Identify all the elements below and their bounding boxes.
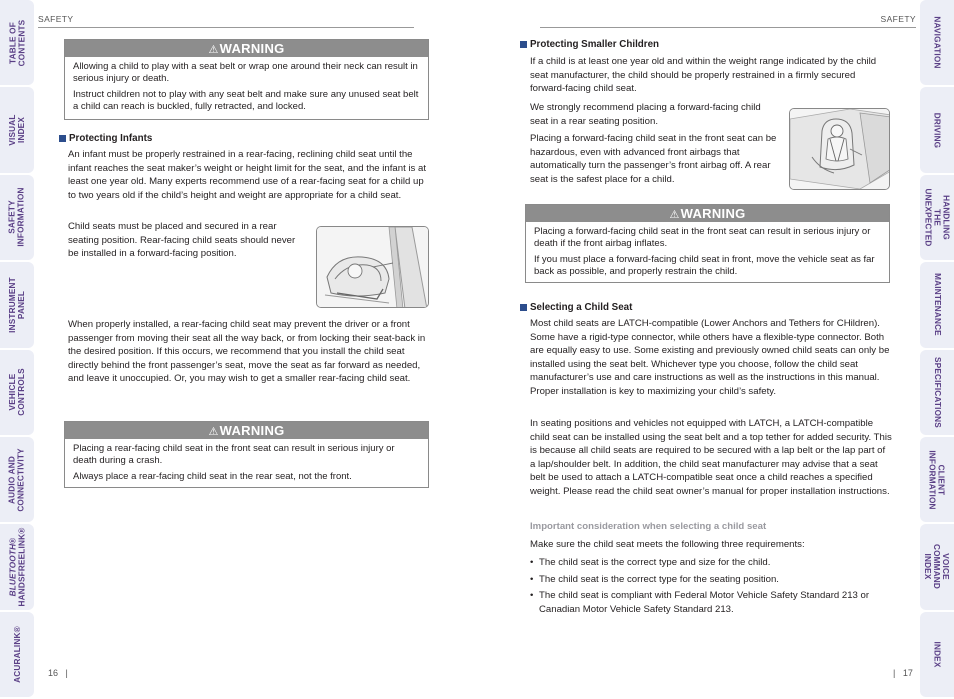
warning-label: WARNING [219,41,285,56]
tab-safety-information[interactable] [0,175,34,260]
page-number-left [48,668,68,678]
warning-body [65,439,428,487]
tab-voice-command-index[interactable] [920,524,954,609]
warning-triangle-icon: ⚠ [669,209,680,221]
rear-facing-child-seat-illustration [316,226,429,308]
page-number-separator: | [893,668,896,678]
paragraph-infants-2: Child seats must be placed and secured in a rear seating position. Rear-facing child seats should never be installed in a forward-facing position. [68,221,296,260]
tab-label: DRIVING [932,112,942,148]
tab-label: ACURALINK® [12,625,22,683]
left-section-tabs [0,0,34,699]
header-rule-left [38,27,414,28]
section-heading-text: Protecting Infants [69,133,153,144]
forward-facing-child-seat-illustration [789,108,890,190]
tab-maintenance[interactable] [920,262,954,347]
tab-label: INSTRUMENT PANEL [8,276,27,333]
tab-bluetooth-handsfreelink[interactable] [0,524,34,609]
tab-label: VOICE COMMAND INDEX [923,544,951,590]
subheading-important-consideration: Important consideration when selecting a child seat [530,521,767,532]
section-heading-protecting-smaller-children [520,39,659,50]
paragraph-smaller-1: If a child is at least one year old and within the weight range indicated by the child seat manufacturer, the child should be properly restrained in a firmly secured forward-facing child seat. [530,56,877,95]
paragraph-infants-1: An infant must be properly restrained in a rear-facing, reclining child seat until the infant reaches the seat maker’s weight or height limit for the seat, and the infant is at least one year old. Many experts recommend use of a rear-facing seat for a child up to two years old if the child’s height and weight are appropriate for a child seat. [68,149,427,201]
header-rule-right [540,27,916,28]
tab-driving[interactable] [920,87,954,172]
tab-label: INDEX [932,641,942,668]
tab-acuralink[interactable] [0,612,34,697]
running-header-right: SAFETY [880,14,916,24]
warning-label: WARNING [680,206,746,221]
warning-header [65,422,428,439]
page-number-separator: | [65,668,68,678]
warning-text: Instruct children not to play with any seat belt and make sure any unused seat belt a child can reach is buckled, fully retracted, and locked. [73,89,419,112]
page-number-right [893,668,913,678]
section-square-icon [520,304,527,311]
warning-box-rear-facing [64,421,429,488]
warning-text: If you must place a forward-facing child seat in front, move the vehicle seat as far back as possible, and properly restrain the child. [534,254,875,277]
list-item: • The child seat is the correct type for the seating position. [530,573,892,587]
tab-label: VEHICLE CONTROLS [8,368,27,416]
tab-label [8,527,26,606]
tab-label-rest: HANDSFREELINK® [17,527,27,607]
tab-specifications[interactable] [920,350,954,435]
warning-body [65,57,428,117]
tab-label-italic: BLUETOOTH [8,543,18,597]
section-heading-text: Protecting Smaller Children [530,39,660,50]
list-item: • The child seat is the correct type and size for the child. [530,556,892,570]
section-heading-text: Selecting a Child Seat [530,302,633,313]
warning-box-forward-facing [525,204,890,283]
warning-box-seat-belt [64,39,429,120]
warning-text: Placing a rear-facing child seat in the front seat can result in serious injury or death during a crash. [73,443,395,466]
rear-facing-seat-icon [317,227,429,308]
tab-visual-index[interactable] [0,87,34,172]
paragraph-selecting-2: In seating positions and vehicles not equipped with LATCH, a LATCH-compatible child seat can be installed using the seat belt and a top tether for added security. This is because all child seats are required to be secured with a lap belt or the lap part of a lap/shoulder belt. In addition, the child seat manufacturer may advise that a seat belt be used to attach a LATCH-compatible seat once a child reaches a specified weight. Please read the child seat owner’s manual for proper installation instructions. [530,418,892,497]
tab-audio-and-connectivity[interactable] [0,437,34,522]
tab-table-of-contents[interactable] [0,0,34,85]
warning-text: Always place a rear-facing child seat in the rear seat, not the front. [73,471,352,482]
section-square-icon [520,41,527,48]
tab-navigation[interactable] [920,0,954,85]
tab-label: MAINTENANCE [932,273,942,337]
tab-label: AUDIO AND CONNECTIVITY [8,447,27,512]
tab-label: VISUAL INDEX [8,114,26,146]
list-item: • The child seat is compliant with Federal Motor Vehicle Safety Standard 213 or Canadian Motor Vehicle Safety Standard 213. [530,589,892,616]
tab-label: TABLE OF CONTENTS [8,19,27,67]
section-heading-protecting-infants [59,133,152,144]
tab-label-sup: ® [8,537,18,544]
paragraph-selecting-1: Most child seats are LATCH-compatible (Lower Anchors and Tethers for CHildren). Some have a rigid-type connector, while others have a flexible-type connector. Both are equally easy to use. Some existing and previously owned child seats can only be installed using the seat belt. Whichever type you choose, follow the child seat manufacturer’s use and care instructions as well as the instructions in this manual. Proper installation is key to maximizing your child’s safety. [530,318,890,397]
tab-label: NAVIGATION [932,16,942,69]
requirements-list [530,556,892,619]
running-header-left: SAFETY [38,14,74,24]
paragraph-smaller-3: Placing a forward-facing child seat in the front seat can be hazardous, even with advanced front airbags that automatically turn the passenger’s front airbag off. A rear seat is the safest place for a child. [530,133,777,185]
tab-client-information[interactable] [920,437,954,522]
requirements-intro: Make sure the child seat meets the following three requirements: [530,539,805,550]
paragraph-smaller-2: We strongly recommend placing a forward-facing child seat in a rear seating position. [530,102,761,127]
warning-text: Placing a forward-facing child seat in the front seat can result in serious injury or death if the front airbag inflates. [534,226,871,249]
warning-text: Allowing a child to play with a seat belt or wrap one around their neck can result in serious injury or death. [73,61,418,84]
warning-triangle-icon: ⚠ [208,44,219,56]
tab-handling-the-unexpected[interactable] [920,175,954,260]
forward-facing-seat-icon [790,109,890,190]
warning-triangle-icon: ⚠ [208,426,219,438]
tab-instrument-panel[interactable] [0,262,34,347]
section-heading-selecting-child-seat [520,302,632,313]
page-number: 17 [902,668,913,678]
tab-vehicle-controls[interactable] [0,350,34,435]
warning-header [526,205,889,222]
tab-label: SPECIFICATIONS [932,356,942,428]
warning-body [526,222,889,282]
tab-label: SAFETY INFORMATION [8,187,27,248]
tab-label: CLIENT INFORMATION [928,449,947,510]
paragraph-infants-3: When properly installed, a rear-facing child seat may prevent the driver or a front passenger from moving their seat all the way back, or from locking their seat-back in the desired position. If this occurs, we recommend that you install the child seat directly behind the front passenger’s seat, move the seat as far forward as needed, and leave it unoccupied. Or, you may wish to get a smaller rear-facing child seat. [68,319,426,385]
section-square-icon [59,135,66,142]
warning-header [65,40,428,57]
page-number: 16 [48,668,59,678]
warning-label: WARNING [219,423,285,438]
tab-label: HANDLING THE UNEXPECTED [923,188,951,247]
right-section-tabs [920,0,954,699]
tab-index[interactable] [920,612,954,697]
